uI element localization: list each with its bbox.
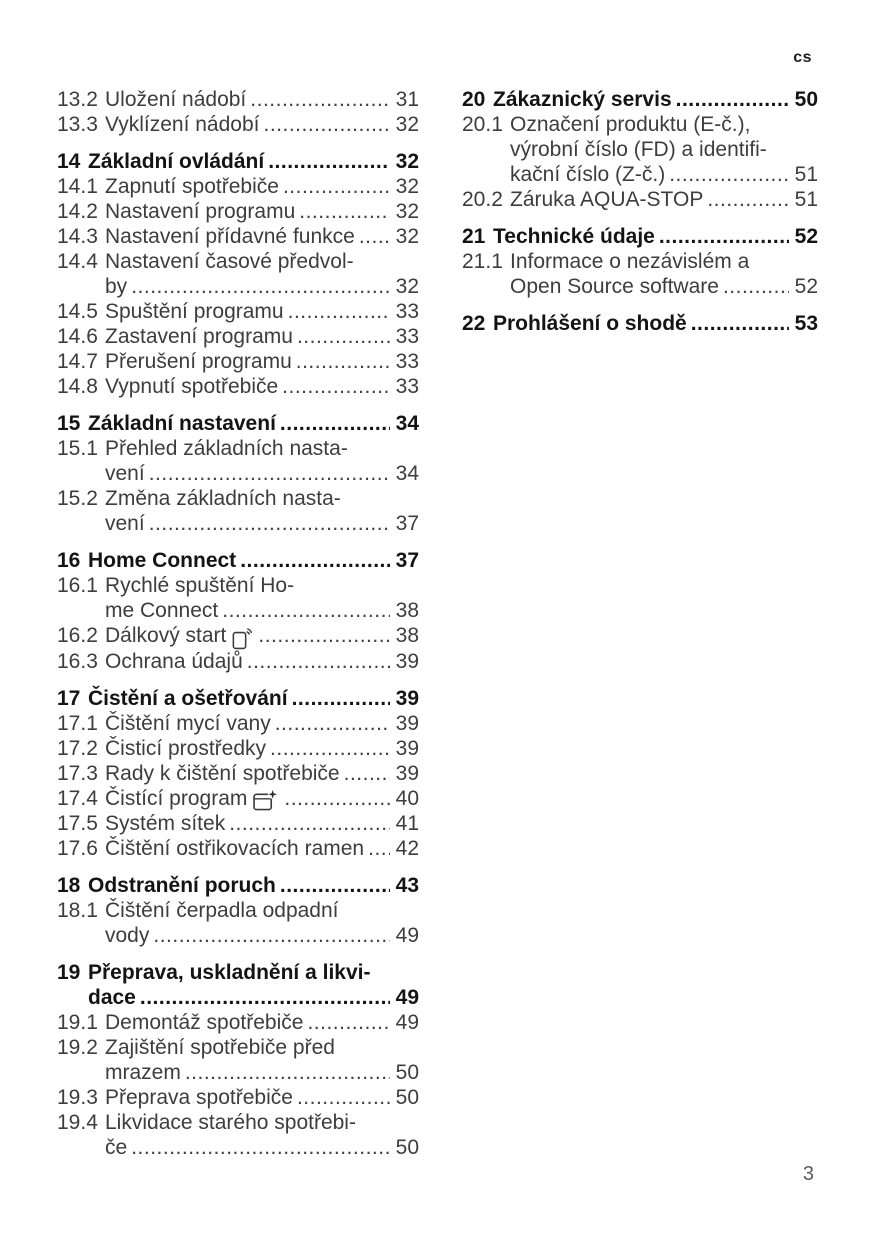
toc-entry-line (105, 299, 419, 324)
toc-entry-line (105, 112, 419, 137)
toc-entry-number: 18 (57, 874, 81, 897)
toc-entry-text: Přehled základních nasta- (105, 437, 348, 460)
toc-entry[interactable] (462, 224, 818, 249)
toc-entry-line (105, 374, 419, 399)
toc-entry-line (105, 1010, 419, 1035)
dot-leader (131, 274, 390, 299)
toc-entry-line (105, 836, 419, 861)
dot-leader (296, 349, 390, 374)
toc-entry-text: Základní nastavení (88, 412, 276, 435)
toc-entry-line (510, 162, 818, 187)
toc-entry-number: 14.4 (57, 250, 98, 273)
toc-entry-number: 13.3 (57, 113, 98, 136)
toc-entry-text: Záruka AQUA-STOP (510, 188, 704, 211)
dot-leader (280, 873, 390, 898)
toc-entry-number: 14.3 (57, 225, 98, 248)
toc-entry-page: 33 (395, 350, 419, 373)
toc-entry[interactable] (57, 1110, 419, 1160)
toc-entry-text: Čištění čerpadla odpadní (105, 899, 339, 922)
toc-entry-text: Systém sítek (105, 812, 226, 835)
toc-entry-page: 32 (395, 175, 419, 198)
toc-entry-text: kační číslo (Z-č.) (510, 163, 666, 186)
toc-entry-line (105, 324, 419, 349)
dot-leader (691, 311, 789, 336)
toc-entry-text: Základní ovládání (88, 150, 265, 173)
dot-leader (359, 224, 390, 249)
toc-entry-text: Zákaznický servis (493, 88, 672, 111)
toc-entry-page: 51 (794, 163, 818, 186)
toc-entry-number: 14 (57, 150, 81, 173)
toc-column-right (462, 87, 818, 1160)
toc-entry-page: 38 (395, 599, 419, 622)
toc-entry[interactable] (57, 1010, 419, 1035)
toc-entry-line (493, 311, 818, 336)
toc-entry-page: 32 (395, 150, 419, 173)
dot-leader (297, 324, 390, 349)
dot-leader (307, 1010, 390, 1035)
dot-leader (368, 836, 390, 861)
toc-entry-number: 22 (462, 312, 486, 335)
toc-entry-page: 50 (395, 1136, 419, 1159)
toc-entry-text: Zapnutí spotřebiče (105, 175, 279, 198)
toc-entry-number: 15.1 (57, 437, 98, 460)
dot-leader (268, 149, 390, 174)
dot-leader (283, 174, 390, 199)
dot-leader (344, 761, 390, 786)
toc-entry-text: Přerušení programu (105, 350, 292, 373)
toc-entry-line (105, 224, 419, 249)
toc-entry-line (510, 274, 818, 299)
toc-entry-text: Uložení nádobí (105, 88, 247, 111)
toc-entry-line (105, 811, 419, 836)
dot-leader (292, 686, 390, 711)
toc-entry-text: Čištění ostřikovacích ramen (105, 837, 365, 860)
toc-entry-number: 14.1 (57, 175, 98, 198)
toc-entry[interactable] (57, 486, 419, 536)
dot-leader (275, 711, 390, 736)
toc-entry-text: Nastavení časové předvol- (105, 250, 354, 273)
toc-entry-page: 42 (395, 837, 419, 860)
toc-entry-text: mrazem (105, 1061, 181, 1084)
dot-leader (131, 1135, 390, 1160)
toc-entry[interactable] (57, 836, 419, 861)
toc-entry-text: Zastavení programu (105, 325, 293, 348)
toc-entry-number: 20 (462, 88, 486, 111)
toc-entry-number: 21.1 (462, 250, 503, 273)
toc-entry-text: Technické údaje (493, 225, 655, 248)
toc-entry[interactable] (57, 87, 419, 112)
toc-entry[interactable] (57, 436, 419, 486)
toc-entry-text: Zajištění spotřebiče před (105, 1036, 335, 1059)
toc-entry-line (493, 224, 818, 249)
toc-entry[interactable] (57, 686, 419, 711)
toc-entry-number: 17.3 (57, 762, 98, 785)
toc-entry[interactable] (57, 1085, 419, 1110)
toc-entry-number: 16.3 (57, 650, 98, 673)
toc-entry-line (105, 461, 419, 486)
toc-entry-page: 33 (395, 300, 419, 323)
toc-entry-text: Čisticí prostředky (105, 737, 267, 760)
toc-entry-number: 13.2 (57, 88, 98, 111)
toc-entry-text: Vypnutí spotřebiče (105, 375, 279, 398)
dot-leader (185, 1060, 390, 1085)
toc-entry-line (105, 623, 419, 649)
dot-leader (222, 598, 390, 623)
toc-entry[interactable] (57, 224, 419, 249)
toc-entry-text: Prohlášení o shodě (493, 312, 687, 335)
toc-entry[interactable] (57, 711, 419, 736)
dot-leader (659, 224, 789, 249)
toc-entry-line (105, 573, 419, 598)
dot-leader (297, 1085, 390, 1110)
toc-entry-line (510, 137, 818, 162)
toc-entry-text: Rady k čištění spotřebiče (105, 762, 340, 785)
toc-entry-page: 49 (395, 986, 419, 1009)
toc-entry-number: 17 (57, 687, 81, 710)
toc-entry-number: 16.1 (57, 574, 98, 597)
dot-leader (280, 411, 390, 436)
toc-entry[interactable] (57, 573, 419, 623)
toc-entry-page: 40 (395, 787, 419, 810)
toc-entry-text: vení (105, 462, 145, 485)
toc-entry-number: 19.4 (57, 1111, 98, 1134)
toc-entry-number: 17.1 (57, 712, 98, 735)
toc-entry[interactable] (57, 623, 419, 649)
toc-entry-text: Čištění mycí vany (105, 712, 271, 735)
toc-entry-number: 15 (57, 412, 81, 435)
cleaning-program-icon (253, 790, 278, 811)
toc-entry-number: 17.2 (57, 737, 98, 760)
toc-entry-text: vení (105, 512, 145, 535)
toc-entry-text: Vyklízení nádobí (105, 113, 260, 136)
toc-entry-page: 37 (395, 549, 419, 572)
toc-entry-line (105, 598, 419, 623)
toc-entry-number: 19 (57, 961, 81, 984)
toc-entry-text: Čistění a ošetřování (88, 687, 288, 710)
toc-entry-text: Označení produktu (E-č.), (510, 113, 751, 136)
dot-leader (149, 461, 390, 486)
toc-entry[interactable] (57, 898, 419, 948)
toc-entry[interactable] (57, 324, 419, 349)
toc-entry-number: 14.8 (57, 375, 98, 398)
toc-entry-text: Demontáž spotřebiče (105, 1011, 304, 1034)
toc-entry-number: 18.1 (57, 899, 98, 922)
toc-entry-page: 31 (395, 88, 419, 111)
toc-entry-text: Likvidace starého spotřebi- (105, 1111, 356, 1134)
toc-entry-line (105, 1085, 419, 1110)
toc-entry-line (493, 87, 818, 112)
toc-entry-text: Spuštění programu (105, 300, 284, 323)
toc-entry-text: Dálkový start (105, 624, 227, 647)
toc-entry-line (105, 349, 419, 374)
dot-leader (676, 87, 789, 112)
toc-entry-line (105, 761, 419, 786)
toc-entry-line (105, 1060, 419, 1085)
toc-column-left (57, 87, 419, 1160)
toc-entry-page: 49 (395, 924, 419, 947)
toc-entry-page: 51 (794, 188, 818, 211)
toc-entry-page: 32 (395, 200, 419, 223)
language-code: cs (793, 49, 812, 66)
toc-entry-number: 16.2 (57, 624, 98, 647)
toc-entry-page: 50 (794, 88, 818, 111)
toc-entry-page: 32 (395, 275, 419, 298)
toc-entry[interactable] (57, 960, 419, 1010)
toc-entry[interactable] (57, 649, 419, 674)
toc-entry[interactable] (57, 411, 419, 436)
dot-leader (247, 649, 390, 674)
toc-entry-line (510, 187, 818, 212)
dot-leader (723, 274, 789, 299)
toc-entry-line (88, 873, 419, 898)
toc-entry-text: Home Connect (88, 549, 237, 572)
toc-entry-page: 52 (794, 225, 818, 248)
dot-leader (707, 187, 789, 212)
toc-entry-number: 20.2 (462, 188, 503, 211)
toc-entry-number: 19.3 (57, 1086, 98, 1109)
toc-entry-line (510, 112, 818, 137)
dot-leader (153, 923, 390, 948)
page-number: 3 (802, 1163, 814, 1185)
toc-entry-page: 33 (395, 375, 419, 398)
toc-entry-line (105, 249, 419, 274)
toc-entry[interactable] (57, 149, 419, 174)
dot-leader (270, 736, 390, 761)
toc-entry-number: 17.5 (57, 812, 98, 835)
toc-entry-page: 53 (794, 312, 818, 335)
dot-leader (250, 87, 390, 112)
toc-entry[interactable] (462, 187, 818, 212)
toc-entry-number: 19.1 (57, 1011, 98, 1034)
toc-entry-text: Ochrana údajů (105, 650, 243, 673)
toc-entry-text: Odstranění poruch (88, 874, 276, 897)
toc-entry[interactable] (57, 199, 419, 224)
toc-entry-page: 39 (395, 737, 419, 760)
dot-leader (229, 811, 390, 836)
dot-leader (288, 299, 390, 324)
dot-leader (284, 786, 390, 811)
toc-entry[interactable] (462, 249, 818, 299)
toc-entry-text: Přeprava spotřebiče (105, 1086, 293, 1109)
toc-entry-line (105, 486, 419, 511)
toc-entry-number: 17.4 (57, 787, 98, 810)
dot-leader (282, 374, 390, 399)
toc-entry-number: 15.2 (57, 487, 98, 510)
toc-entry[interactable] (57, 548, 419, 573)
dot-leader (299, 199, 390, 224)
toc-entry-text: Informace o nezávislém a (510, 250, 750, 273)
toc-entry-line (88, 985, 419, 1010)
toc-entry-page: 49 (395, 1011, 419, 1034)
toc-entry-text: Čistící program (105, 787, 248, 810)
toc-entry-page: 33 (395, 325, 419, 348)
toc-entry[interactable] (57, 174, 419, 199)
toc-entry-line (105, 1035, 419, 1060)
toc-entry-page: 39 (395, 687, 419, 710)
toc-entry-text: by (105, 275, 128, 298)
toc-entry-line (105, 1110, 419, 1135)
toc-entry-line (105, 199, 419, 224)
toc-entry-line (105, 174, 419, 199)
remote-start-icon (232, 625, 252, 651)
toc-entry[interactable] (57, 761, 419, 786)
toc-entry-text: če (105, 1136, 128, 1159)
toc-entry-text: Nastavení přídavné funkce (105, 225, 355, 248)
toc-entry-line (88, 548, 419, 573)
toc-entry-line (105, 436, 419, 461)
toc-entry-line (88, 149, 419, 174)
toc-entry-line (105, 786, 419, 811)
toc-entry-number: 14.2 (57, 200, 98, 223)
toc-entry-line (105, 274, 419, 299)
toc-entry-number: 14.5 (57, 300, 98, 323)
toc-entry-line (105, 87, 419, 112)
toc-entry-page: 37 (395, 512, 419, 535)
toc-entry-page: 52 (794, 275, 818, 298)
toc-entry-number: 21 (462, 225, 486, 248)
toc-entry-text: Open Source software (510, 275, 719, 298)
toc-entry-line (105, 649, 419, 674)
toc-entry-page: 34 (395, 462, 419, 485)
toc-entry-number: 14.7 (57, 350, 98, 373)
dot-leader (240, 548, 390, 573)
toc-entry-number: 16 (57, 549, 81, 572)
toc-entry-line (105, 511, 419, 536)
toc-entry-page: 32 (395, 113, 419, 136)
toc-entry[interactable] (57, 786, 419, 811)
toc-entry-number: 20.1 (462, 113, 503, 136)
toc-entry[interactable] (57, 299, 419, 324)
toc (57, 87, 818, 1160)
toc-entry-line (105, 711, 419, 736)
toc-entry-number: 19.2 (57, 1036, 98, 1059)
toc-entry-line (105, 923, 419, 948)
toc-entry-page: 32 (395, 225, 419, 248)
toc-entry-page: 34 (395, 412, 419, 435)
toc-entry[interactable] (462, 112, 818, 187)
toc-entry-line (105, 898, 419, 923)
toc-entry[interactable] (57, 249, 419, 299)
dot-leader (264, 112, 391, 137)
toc-entry-text: Rychlé spuštění Ho- (105, 574, 295, 597)
toc-entry[interactable] (57, 374, 419, 399)
toc-entry-line (88, 960, 419, 985)
toc-entry-text: dace (88, 986, 136, 1009)
toc-entry-line (510, 249, 818, 274)
toc-entry-page: 39 (395, 650, 419, 673)
toc-entry-text: me Connect (105, 599, 219, 622)
toc-entry-page: 39 (395, 762, 419, 785)
dot-leader (258, 623, 390, 648)
toc-entry-page: 38 (395, 624, 419, 647)
toc-entry-line (88, 686, 419, 711)
toc-entry[interactable] (57, 1035, 419, 1085)
toc-entry[interactable] (462, 87, 818, 112)
dot-leader (149, 511, 390, 536)
toc-entry-text: Přeprava, uskladnění a likvi- (88, 961, 371, 984)
dot-leader (669, 162, 789, 187)
toc-entry-page: 43 (395, 874, 419, 897)
toc-entry[interactable] (462, 311, 818, 336)
toc-entry-text: výrobní číslo (FD) a identifi- (510, 138, 767, 161)
toc-entry-line (105, 736, 419, 761)
toc-entry-line (88, 411, 419, 436)
toc-entry-page: 50 (395, 1086, 419, 1109)
toc-entry-number: 14.6 (57, 325, 98, 348)
toc-entry[interactable] (57, 112, 419, 137)
toc-entry[interactable] (57, 736, 419, 761)
toc-entry-text: Nastavení programu (105, 200, 296, 223)
toc-entry[interactable] (57, 811, 419, 836)
toc-entry-text: Změna základních nasta- (105, 487, 341, 510)
toc-entry-page: 41 (395, 812, 419, 835)
toc-entry-page: 50 (395, 1061, 419, 1084)
toc-entry[interactable] (57, 349, 419, 374)
toc-entry-page: 39 (395, 712, 419, 735)
toc-entry[interactable] (57, 873, 419, 898)
toc-entry-line (105, 1135, 419, 1160)
toc-entry-number: 17.6 (57, 837, 98, 860)
toc-entry-text: vody (105, 924, 150, 947)
dot-leader (140, 985, 390, 1010)
